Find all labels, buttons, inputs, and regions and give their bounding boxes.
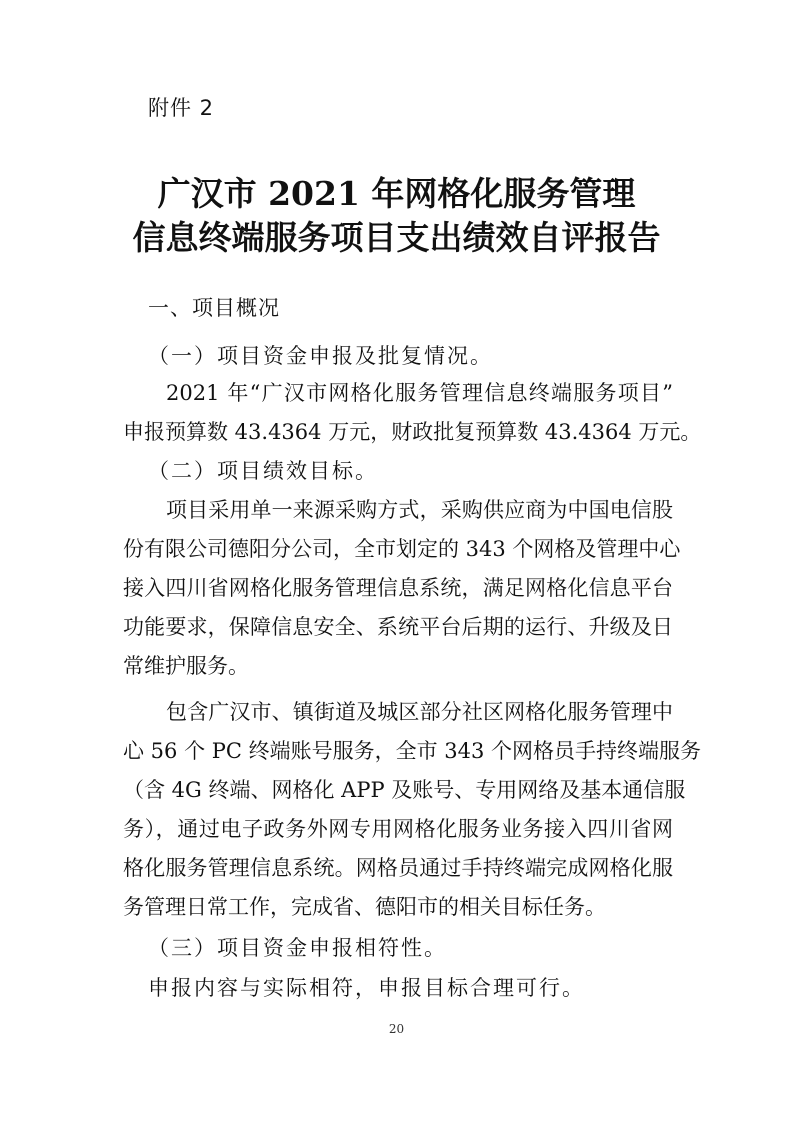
paragraph-line: 务），通过电子政务外网专用网格化服务业务接入四川省网 — [123, 817, 673, 841]
paragraph-line: （含 4G 终端、网格化 APP 及账号、专用网络及基本通信服 — [123, 778, 686, 802]
subheading-goals: （二）项目绩效目标。 — [148, 459, 378, 483]
paragraph-line: 务管理日常工作，完成省、德阳市的相关目标任务。 — [123, 895, 606, 919]
paragraph-line: 心 56 个 PC 终端账号服务，全市 343 个网格员手持终端服务 — [123, 739, 702, 763]
subheading-compliance: （三）项目资金申报相符性。 — [148, 936, 447, 960]
paragraph-line: 包含广汉市、镇街道及城区部分社区网格化服务管理中 — [166, 700, 673, 724]
paragraph-line: 格化服务管理信息系统。网格员通过手持终端完成网格化服 — [123, 856, 673, 880]
paragraph-line: 功能要求，保障信息安全、系统平台后期的运行、升级及日 — [123, 615, 673, 639]
section-heading-overview: 一、项目概况 — [148, 296, 280, 320]
paragraph-line: 申报内容与实际相符，申报目标合理可行。 — [148, 976, 585, 1000]
title-line-1: 广汉市 2021 年网格化服务管理 — [157, 174, 636, 213]
paragraph-line: 常维护服务。 — [123, 654, 249, 678]
paragraph-line: 接入四川省网格化服务管理信息系统，满足网格化信息平台 — [123, 576, 673, 600]
page-number: 20 — [388, 1022, 405, 1036]
paragraph-line: 份有限公司德阳分公司，全市划定的 343 个网格及管理中心 — [123, 537, 681, 561]
title-line-2: 信息终端服务项目支出绩效自评报告 — [132, 218, 661, 257]
paragraph-line: 2021 年“广汉市网格化服务管理信息终端服务项目” — [166, 381, 673, 405]
attachment-label: 附件 2 — [148, 96, 215, 120]
paragraph-line: 申报预算数 43.4364 万元，财政批复预算数 43.4364 万元。 — [123, 420, 702, 444]
subheading-funding: （一）项目资金申报及批复情况。 — [148, 344, 493, 368]
paragraph-line: 项目采用单一来源采购方式，采购供应商为中国电信股 — [166, 498, 673, 522]
